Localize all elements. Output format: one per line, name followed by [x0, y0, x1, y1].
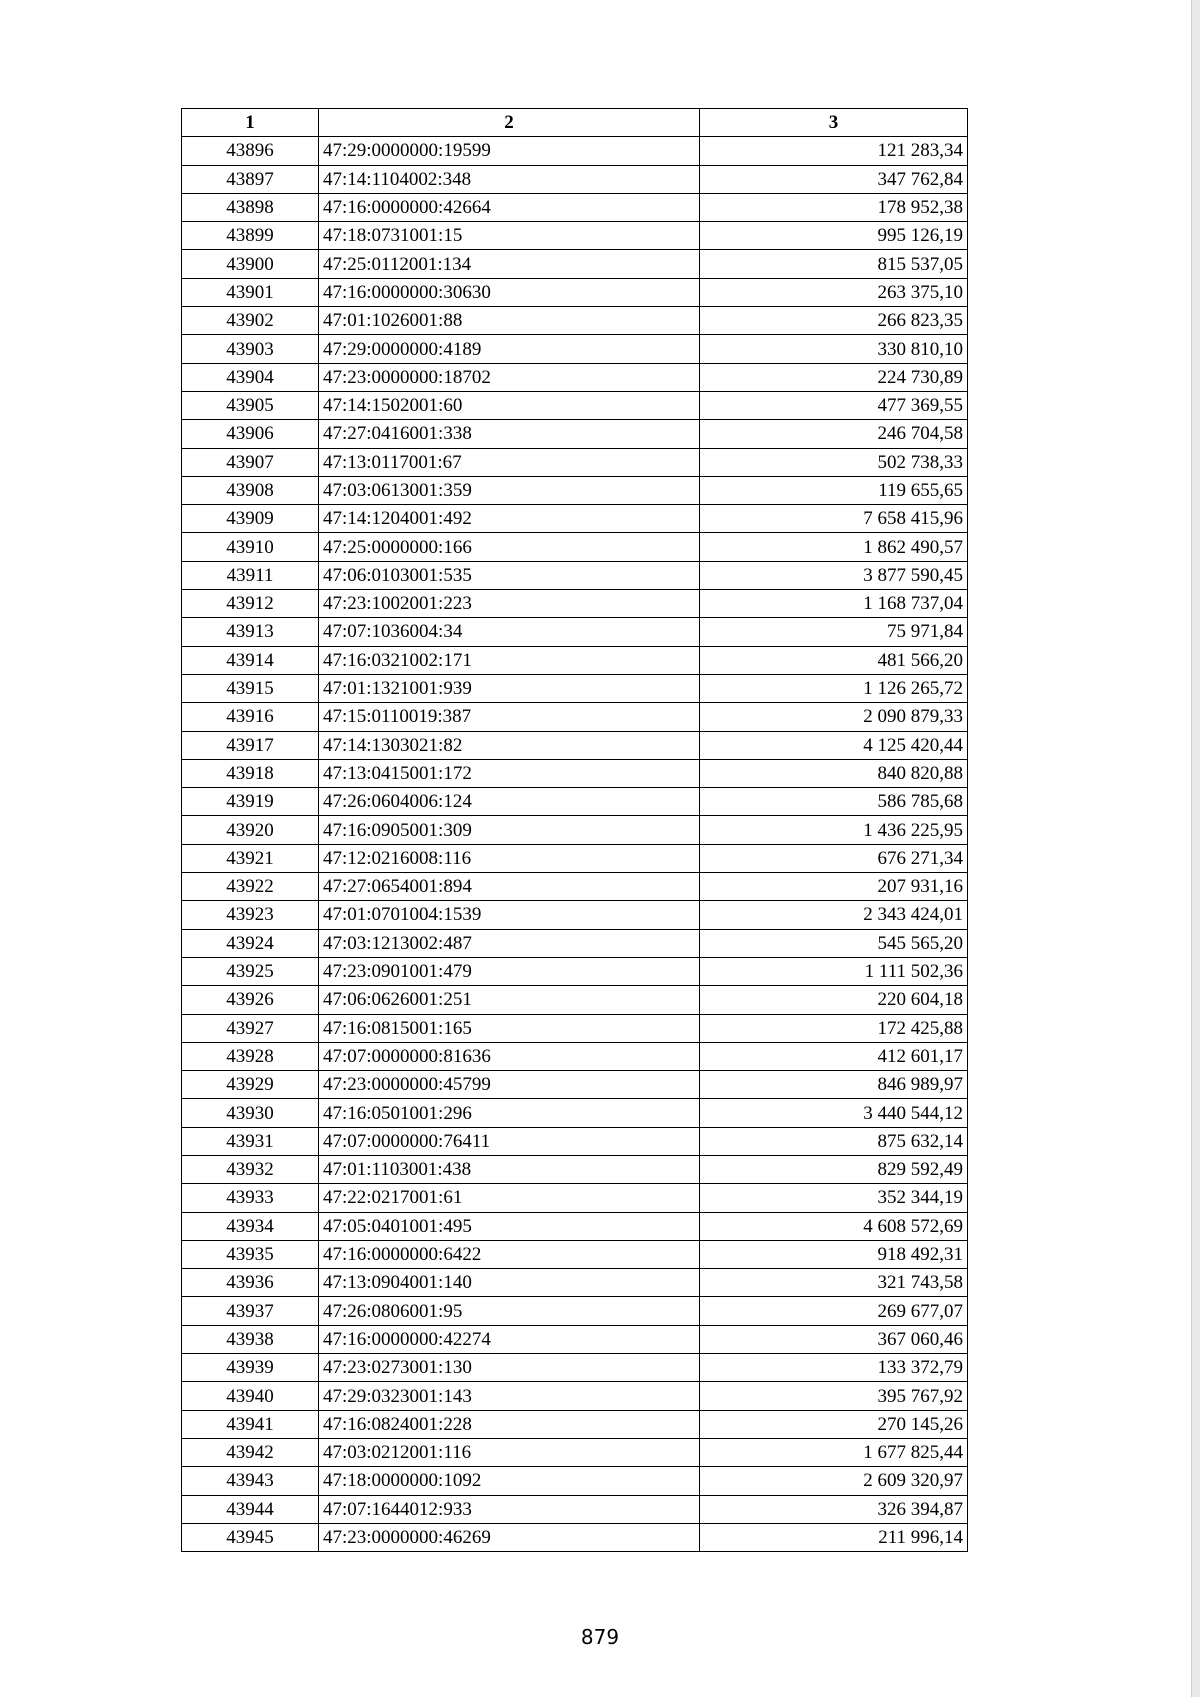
table-row — [182, 901, 968, 929]
cadastral-number: 47:14:1204001:492 — [319, 505, 700, 533]
cadastral-value: 2 609 320,97 — [700, 1467, 968, 1495]
cadastral-number: 47:27:0654001:894 — [319, 873, 700, 901]
row-number: 43939 — [182, 1354, 319, 1382]
cadastral-number: 47:13:0117001:67 — [319, 448, 700, 476]
cadastral-number: 47:16:0000000:42274 — [319, 1325, 700, 1353]
table-row — [182, 1014, 968, 1042]
cadastral-number: 47:15:0110019:387 — [319, 703, 700, 731]
table-row — [182, 137, 968, 165]
row-number: 43923 — [182, 901, 319, 929]
row-number: 43927 — [182, 1014, 319, 1042]
cadastral-value: 133 372,79 — [700, 1354, 968, 1382]
cadastral-value: 586 785,68 — [700, 788, 968, 816]
cadastral-value: 502 738,33 — [700, 448, 968, 476]
cadastral-number: 47:13:0415001:172 — [319, 759, 700, 787]
cadastral-value: 815 537,05 — [700, 250, 968, 278]
table-row — [182, 1240, 968, 1268]
cadastral-value: 270 145,26 — [700, 1410, 968, 1438]
cadastral-value: 321 743,58 — [700, 1269, 968, 1297]
cadastral-value: 7 658 415,96 — [700, 505, 968, 533]
row-number: 43942 — [182, 1438, 319, 1466]
cadastral-value: 1 862 490,57 — [700, 533, 968, 561]
row-number: 43936 — [182, 1269, 319, 1297]
cadastral-number: 47:16:0501001:296 — [319, 1099, 700, 1127]
header-row — [182, 109, 968, 137]
row-number: 43926 — [182, 986, 319, 1014]
table-row — [182, 646, 968, 674]
cadastral-value: 846 989,97 — [700, 1071, 968, 1099]
cadastral-number: 47:23:0000000:45799 — [319, 1071, 700, 1099]
table-header — [182, 109, 968, 137]
row-number: 43913 — [182, 618, 319, 646]
cadastral-value: 4 125 420,44 — [700, 731, 968, 759]
row-number: 43919 — [182, 788, 319, 816]
cadastral-number: 47:27:0416001:338 — [319, 420, 700, 448]
cadastral-number: 47:07:0000000:81636 — [319, 1042, 700, 1070]
table-row — [182, 1438, 968, 1466]
table-row — [182, 420, 968, 448]
row-number: 43910 — [182, 533, 319, 561]
cadastral-number: 47:26:0604006:124 — [319, 788, 700, 816]
cadastral-value: 172 425,88 — [700, 1014, 968, 1042]
cadastral-value: 4 608 572,69 — [700, 1212, 968, 1240]
cadastral-number: 47:23:0000000:18702 — [319, 363, 700, 391]
row-number: 43920 — [182, 816, 319, 844]
row-number: 43915 — [182, 674, 319, 702]
table-row — [182, 986, 968, 1014]
cadastral-number: 47:23:0273001:130 — [319, 1354, 700, 1382]
row-number: 43908 — [182, 476, 319, 504]
table-row — [182, 1184, 968, 1212]
cadastral-value: 481 566,20 — [700, 646, 968, 674]
page-number: 879 — [580, 1625, 620, 1649]
cadastral-number: 47:07:1036004:34 — [319, 618, 700, 646]
table-row — [182, 165, 968, 193]
table-row — [182, 448, 968, 476]
cadastral-number: 47:14:1502001:60 — [319, 391, 700, 419]
table-row — [182, 844, 968, 872]
table-row — [182, 590, 968, 618]
table-row — [182, 1269, 968, 1297]
row-number: 43925 — [182, 957, 319, 985]
table-row — [182, 674, 968, 702]
table-row — [182, 703, 968, 731]
cadastral-value: 119 655,65 — [700, 476, 968, 504]
cadastral-number: 47:25:0112001:134 — [319, 250, 700, 278]
cadastral-number: 47:18:0000000:1092 — [319, 1467, 700, 1495]
row-number: 43901 — [182, 278, 319, 306]
table-row — [182, 618, 968, 646]
cadastral-number: 47:13:0904001:140 — [319, 1269, 700, 1297]
row-number: 43898 — [182, 193, 319, 221]
table-row — [182, 505, 968, 533]
table-row — [182, 1495, 968, 1523]
cadastral-number: 47:06:0103001:535 — [319, 561, 700, 589]
row-number: 43905 — [182, 391, 319, 419]
table-row — [182, 957, 968, 985]
table-row — [182, 816, 968, 844]
cadastral-value: 207 931,16 — [700, 873, 968, 901]
row-number: 43934 — [182, 1212, 319, 1240]
cadastral-value: 875 632,14 — [700, 1127, 968, 1155]
cadastral-value: 840 820,88 — [700, 759, 968, 787]
row-number: 43911 — [182, 561, 319, 589]
table-row — [182, 1410, 968, 1438]
table-row — [182, 873, 968, 901]
cadastral-value: 1 126 265,72 — [700, 674, 968, 702]
row-number: 43937 — [182, 1297, 319, 1325]
cadastral-number: 47:01:0701004:1539 — [319, 901, 700, 929]
cadastral-number: 47:05:0401001:495 — [319, 1212, 700, 1240]
table-row — [182, 278, 968, 306]
cadastral-number: 47:29:0323001:143 — [319, 1382, 700, 1410]
row-number: 43900 — [182, 250, 319, 278]
table-row — [182, 1071, 968, 1099]
cadastral-value: 1 168 737,04 — [700, 590, 968, 618]
cadastral-value: 2 343 424,01 — [700, 901, 968, 929]
row-number: 43944 — [182, 1495, 319, 1523]
row-number: 43921 — [182, 844, 319, 872]
table-body — [182, 137, 968, 1552]
cadastral-value: 211 996,14 — [700, 1523, 968, 1551]
cadastral-value: 266 823,35 — [700, 307, 968, 335]
cadastral-value: 2 090 879,33 — [700, 703, 968, 731]
table-row — [182, 1212, 968, 1240]
table-row — [182, 561, 968, 589]
cadastral-number: 47:01:1103001:438 — [319, 1155, 700, 1183]
row-number: 43945 — [182, 1523, 319, 1551]
cadastral-number: 47:01:1321001:939 — [319, 674, 700, 702]
cadastral-value: 3 877 590,45 — [700, 561, 968, 589]
table-row — [182, 335, 968, 363]
row-number: 43922 — [182, 873, 319, 901]
table-row — [182, 1523, 968, 1551]
table-row — [182, 250, 968, 278]
cadastral-number: 47:29:0000000:19599 — [319, 137, 700, 165]
cadastral-number: 47:16:0824001:228 — [319, 1410, 700, 1438]
table-row — [182, 1354, 968, 1382]
row-number: 43904 — [182, 363, 319, 391]
cadastral-number: 47:16:0905001:309 — [319, 816, 700, 844]
cadastral-value: 263 375,10 — [700, 278, 968, 306]
cadastral-number: 47:16:0321002:171 — [319, 646, 700, 674]
table-row — [182, 1099, 968, 1127]
row-number: 43924 — [182, 929, 319, 957]
table-row — [182, 788, 968, 816]
cadastral-value: 224 730,89 — [700, 363, 968, 391]
cadastral-value: 330 810,10 — [700, 335, 968, 363]
cadastral-number: 47:14:1104002:348 — [319, 165, 700, 193]
cadastral-value: 220 604,18 — [700, 986, 968, 1014]
cadastral-value: 352 344,19 — [700, 1184, 968, 1212]
cadastral-number: 47:14:1303021:82 — [319, 731, 700, 759]
row-number: 43899 — [182, 222, 319, 250]
table-row — [182, 307, 968, 335]
cadastral-value: 367 060,46 — [700, 1325, 968, 1353]
table-row — [182, 929, 968, 957]
table-row — [182, 533, 968, 561]
row-number: 43932 — [182, 1155, 319, 1183]
row-number: 43943 — [182, 1467, 319, 1495]
row-number: 43906 — [182, 420, 319, 448]
row-number: 43935 — [182, 1240, 319, 1268]
cadastral-number: 47:18:0731001:15 — [319, 222, 700, 250]
cadastral-number: 47:25:0000000:166 — [319, 533, 700, 561]
column-header-3: 3 — [700, 109, 968, 137]
cadastral-number: 47:03:1213002:487 — [319, 929, 700, 957]
column-header-2: 2 — [319, 109, 700, 137]
row-number: 43912 — [182, 590, 319, 618]
row-number: 43902 — [182, 307, 319, 335]
table-row — [182, 391, 968, 419]
row-number: 43928 — [182, 1042, 319, 1070]
cadastral-value: 1 111 502,36 — [700, 957, 968, 985]
cadastral-value: 918 492,31 — [700, 1240, 968, 1268]
page-right-edge — [1191, 0, 1200, 1697]
table-row — [182, 1042, 968, 1070]
cadastral-number: 47:03:0613001:359 — [319, 476, 700, 504]
cadastral-value: 75 971,84 — [700, 618, 968, 646]
table-row — [182, 1467, 968, 1495]
cadastral-number: 47:16:0000000:42664 — [319, 193, 700, 221]
cadastral-number: 47:16:0000000:30630 — [319, 278, 700, 306]
row-number: 43914 — [182, 646, 319, 674]
table-row — [182, 1325, 968, 1353]
row-number: 43917 — [182, 731, 319, 759]
cadastral-number: 47:23:1002001:223 — [319, 590, 700, 618]
cadastral-value: 1 436 225,95 — [700, 816, 968, 844]
cadastral-number: 47:03:0212001:116 — [319, 1438, 700, 1466]
row-number: 43896 — [182, 137, 319, 165]
table-row — [182, 1382, 968, 1410]
table-row — [182, 222, 968, 250]
cadastral-value: 995 126,19 — [700, 222, 968, 250]
row-number: 43897 — [182, 165, 319, 193]
table-row — [182, 731, 968, 759]
cadastral-number: 47:07:0000000:76411 — [319, 1127, 700, 1155]
row-number: 43918 — [182, 759, 319, 787]
cadastral-value: 545 565,20 — [700, 929, 968, 957]
cadastral-number: 47:23:0901001:479 — [319, 957, 700, 985]
cadastral-value: 3 440 544,12 — [700, 1099, 968, 1127]
column-header-1: 1 — [182, 109, 319, 137]
cadastral-value: 829 592,49 — [700, 1155, 968, 1183]
cadastral-number: 47:22:0217001:61 — [319, 1184, 700, 1212]
registry-table — [181, 108, 968, 1552]
cadastral-value: 269 677,07 — [700, 1297, 968, 1325]
row-number: 43903 — [182, 335, 319, 363]
cadastral-value: 178 952,38 — [700, 193, 968, 221]
table-row — [182, 759, 968, 787]
cadastral-value: 395 767,92 — [700, 1382, 968, 1410]
table-row — [182, 1127, 968, 1155]
cadastral-number: 47:12:0216008:116 — [319, 844, 700, 872]
row-number: 43929 — [182, 1071, 319, 1099]
row-number: 43909 — [182, 505, 319, 533]
cadastral-value: 676 271,34 — [700, 844, 968, 872]
cadastral-value: 1 677 825,44 — [700, 1438, 968, 1466]
table-row — [182, 193, 968, 221]
cadastral-number: 47:26:0806001:95 — [319, 1297, 700, 1325]
cadastral-value: 121 283,34 — [700, 137, 968, 165]
cadastral-number: 47:16:0815001:165 — [319, 1014, 700, 1042]
row-number: 43930 — [182, 1099, 319, 1127]
table-row — [182, 1297, 968, 1325]
table-row — [182, 363, 968, 391]
row-number: 43907 — [182, 448, 319, 476]
cadastral-value: 477 369,55 — [700, 391, 968, 419]
cadastral-number: 47:01:1026001:88 — [319, 307, 700, 335]
row-number: 43916 — [182, 703, 319, 731]
cadastral-value: 347 762,84 — [700, 165, 968, 193]
cadastral-number: 47:16:0000000:6422 — [319, 1240, 700, 1268]
row-number: 43933 — [182, 1184, 319, 1212]
row-number: 43931 — [182, 1127, 319, 1155]
row-number: 43940 — [182, 1382, 319, 1410]
table-row — [182, 1155, 968, 1183]
row-number: 43941 — [182, 1410, 319, 1438]
table-row — [182, 476, 968, 504]
cadastral-number: 47:07:1644012:933 — [319, 1495, 700, 1523]
cadastral-value: 326 394,87 — [700, 1495, 968, 1523]
cadastral-number: 47:23:0000000:46269 — [319, 1523, 700, 1551]
cadastral-number: 47:29:0000000:4189 — [319, 335, 700, 363]
row-number: 43938 — [182, 1325, 319, 1353]
cadastral-value: 246 704,58 — [700, 420, 968, 448]
cadastral-value: 412 601,17 — [700, 1042, 968, 1070]
cadastral-number: 47:06:0626001:251 — [319, 986, 700, 1014]
